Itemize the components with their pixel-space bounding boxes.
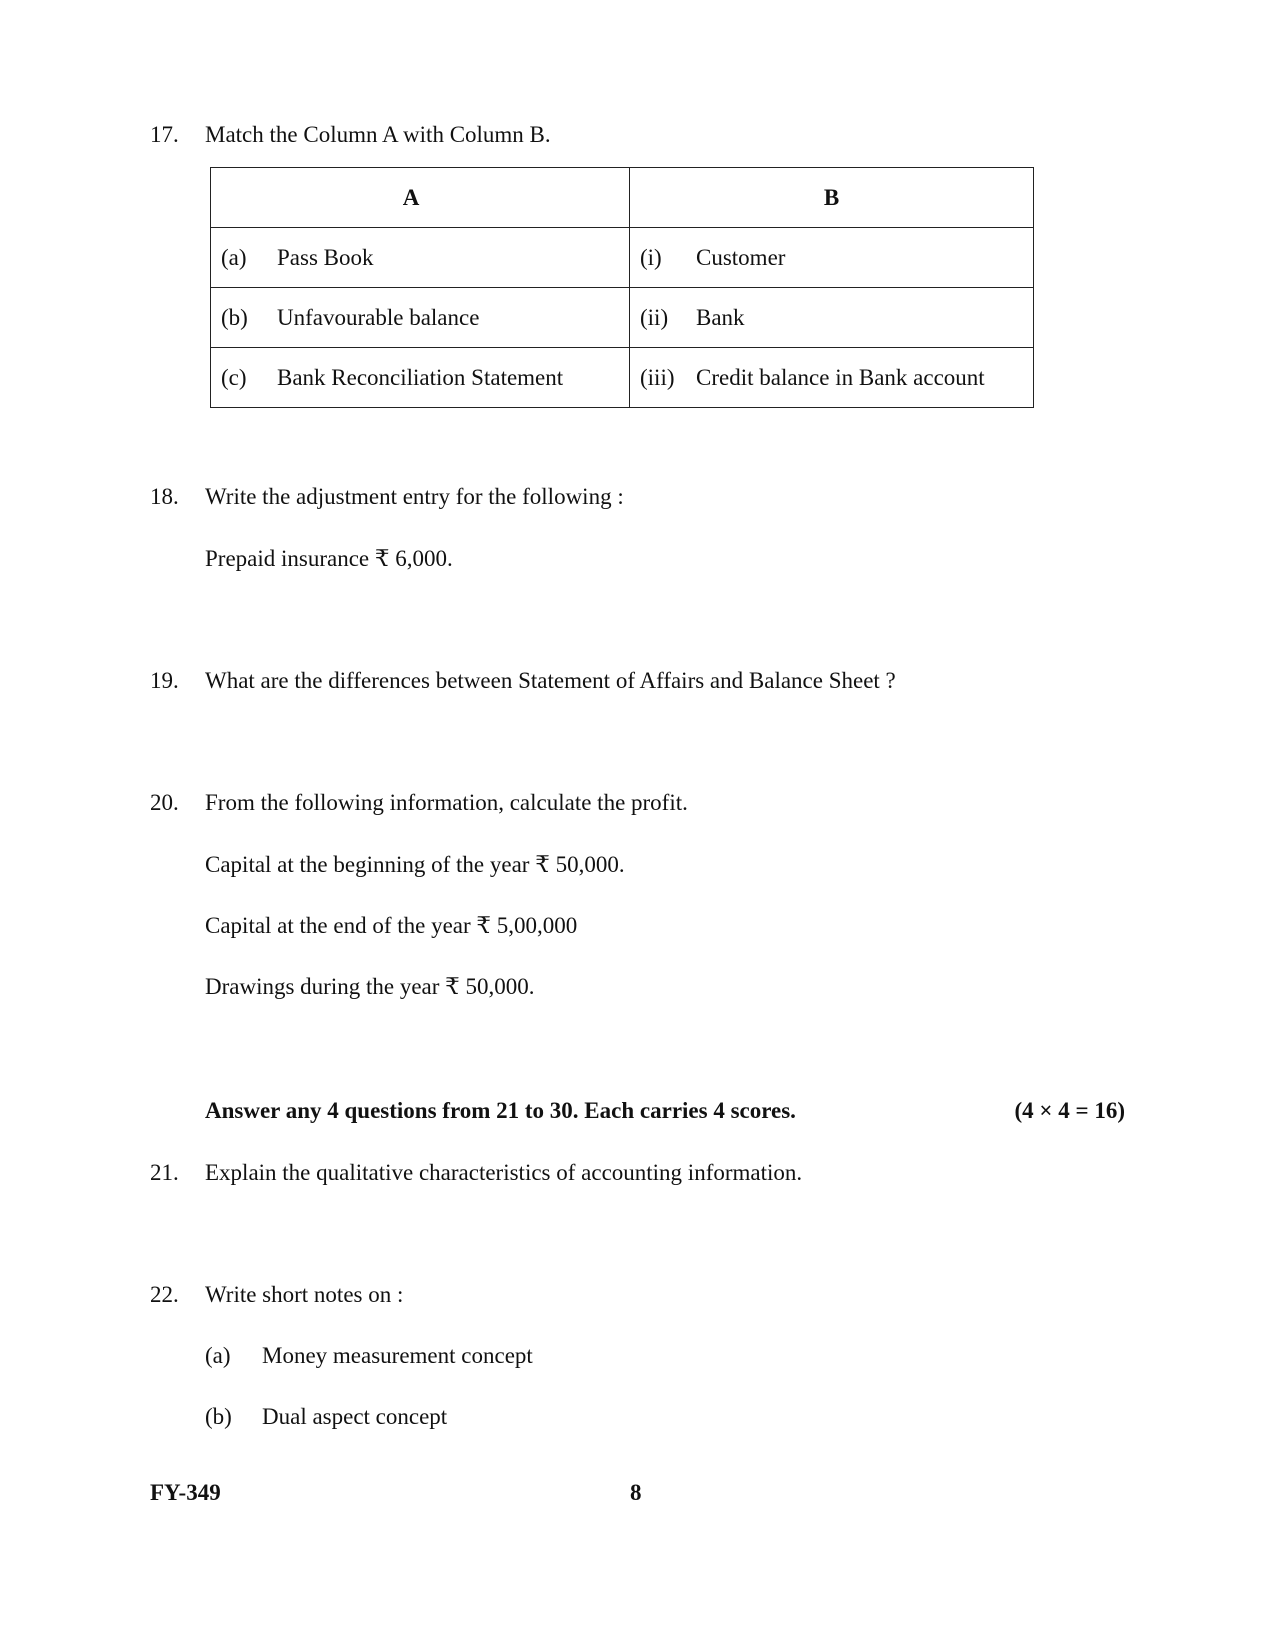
question-20-line-2: Capital at the end of the year ₹ 5,00,000 [205, 913, 578, 938]
question-22-item-b-label: (b) [205, 1404, 232, 1429]
column-b-cell [630, 288, 1034, 348]
column-a-cell [211, 348, 630, 408]
question-22-text: Write short notes on : [205, 1282, 404, 1307]
cell-text: Credit balance in Bank account [696, 364, 985, 390]
column-a-header: A [211, 168, 630, 228]
question-20-number: 20. [150, 790, 179, 815]
question-19-text: What are the differences between Statement of Affairs and Balance Sheet ? [205, 668, 896, 693]
row-label: (b) [221, 304, 248, 330]
row-label: (iii) [640, 364, 675, 390]
question-22-item-a-text: Money measurement concept [262, 1343, 533, 1368]
question-22-item-b-text: Dual aspect concept [262, 1404, 448, 1429]
row-label: (i) [640, 244, 662, 270]
question-20-text: From the following information, calculate the profit. [205, 790, 688, 815]
question-21-text: Explain the qualitative characteristics of accounting information. [205, 1160, 803, 1185]
question-18-number: 18. [150, 484, 179, 509]
cell-text: Bank [696, 304, 745, 330]
section-instruction: Answer any 4 questions from 21 to 30. Each carries 4 scores. [205, 1098, 796, 1123]
section-marks: (4 × 4 = 16) [1014, 1098, 1125, 1123]
cell-text: Pass Book [277, 244, 374, 270]
table-row [211, 288, 1034, 348]
column-a-cell [211, 288, 630, 348]
column-a-cell [211, 228, 630, 288]
question-20-line-3: Drawings during the year ₹ 50,000. [205, 974, 535, 999]
footer-page-number: 8 [630, 1480, 642, 1505]
cell-text: Bank Reconciliation Statement [277, 364, 564, 390]
cell-text: Unfavourable balance [277, 304, 480, 330]
question-21-number: 21. [150, 1160, 179, 1185]
question-20-line-1: Capital at the beginning of the year ₹ 50,000. [205, 852, 625, 877]
row-label: (c) [221, 364, 247, 390]
table-row [211, 228, 1034, 288]
question-17-number: 17. [150, 122, 179, 147]
cell-text: Customer [696, 244, 786, 270]
row-label: (ii) [640, 304, 669, 330]
question-19-number: 19. [150, 668, 179, 693]
match-table-header [211, 168, 1034, 228]
question-18-detail: Prepaid insurance ₹ 6,000. [205, 546, 453, 571]
question-22-number: 22. [150, 1282, 179, 1307]
match-table [210, 167, 1034, 408]
column-b-cell [630, 228, 1034, 288]
question-22-item-a-label: (a) [205, 1343, 231, 1368]
column-b-cell [630, 348, 1034, 408]
question-17-text: Match the Column A with Column B. [205, 122, 551, 147]
footer-paper-code: FY-349 [150, 1480, 221, 1505]
table-row [211, 348, 1034, 408]
column-b-header: B [630, 168, 1034, 228]
question-18-text: Write the adjustment entry for the following : [205, 484, 624, 509]
row-label: (a) [221, 244, 247, 270]
